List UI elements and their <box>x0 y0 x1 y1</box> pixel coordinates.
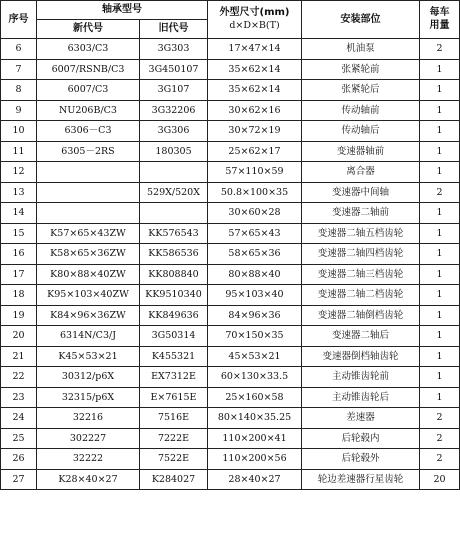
cell-dims: 80×140×35.25 <box>208 408 302 429</box>
cell-qty: 1 <box>420 244 460 265</box>
table-body <box>1 39 460 490</box>
cell-new-code: K58×65×36ZW <box>37 244 140 265</box>
cell-seq: 22 <box>1 367 37 388</box>
cell-old-code: 3G107 <box>140 80 208 101</box>
cell-dims: 80×88×40 <box>208 264 302 285</box>
cell-old-code: 3G32206 <box>140 100 208 121</box>
cell-seq: 24 <box>1 408 37 429</box>
cell-location: 张紧轮后 <box>302 80 420 101</box>
cell-new-code: 6007/RSNB/C3 <box>37 59 140 80</box>
cell-qty: 1 <box>420 162 460 183</box>
cell-new-code: K45×53×21 <box>37 346 140 367</box>
cell-dims: 110×200×41 <box>208 428 302 449</box>
cell-location: 主动锥齿轮前 <box>302 367 420 388</box>
cell-seq: 8 <box>1 80 37 101</box>
cell-qty: 1 <box>420 367 460 388</box>
table-row <box>1 264 460 285</box>
table-row <box>1 121 460 142</box>
cell-location: 变速器中间轴 <box>302 182 420 203</box>
cell-new-code: 32315/p6X <box>37 387 140 408</box>
header-dims <box>208 1 302 39</box>
cell-dims: 17×47×14 <box>208 39 302 60</box>
table-row <box>1 182 460 203</box>
cell-seq: 7 <box>1 59 37 80</box>
cell-qty: 1 <box>420 121 460 142</box>
table-row <box>1 285 460 306</box>
cell-old-code: 3G303 <box>140 39 208 60</box>
cell-qty: 1 <box>420 264 460 285</box>
header-location: 安装部位 <box>302 1 420 39</box>
cell-qty: 1 <box>420 387 460 408</box>
cell-qty: 2 <box>420 182 460 203</box>
header-qty-line1: 每车 <box>429 7 450 18</box>
cell-seq: 10 <box>1 121 37 142</box>
cell-location: 后轮毂内 <box>302 428 420 449</box>
cell-seq: 17 <box>1 264 37 285</box>
table-row <box>1 100 460 121</box>
cell-old-code: 3G306 <box>140 121 208 142</box>
cell-dims: 35×62×14 <box>208 59 302 80</box>
cell-location: 变速器二轴倒档齿轮 <box>302 305 420 326</box>
table-row <box>1 326 460 347</box>
cell-dims: 110×200×56 <box>208 449 302 470</box>
cell-new-code: K84×96×36ZW <box>37 305 140 326</box>
cell-location: 主动锥齿轮后 <box>302 387 420 408</box>
cell-new-code: 6303/C3 <box>37 39 140 60</box>
cell-qty: 2 <box>420 39 460 60</box>
cell-old-code: EX7312E <box>140 367 208 388</box>
cell-seq: 23 <box>1 387 37 408</box>
cell-seq: 9 <box>1 100 37 121</box>
table-row <box>1 80 460 101</box>
cell-old-code: 180305 <box>140 141 208 162</box>
cell-old-code: K284027 <box>140 469 208 490</box>
header-bearing-model: 轴承型号 <box>37 1 208 20</box>
cell-new-code: K28×40×27 <box>37 469 140 490</box>
cell-seq: 14 <box>1 203 37 224</box>
cell-qty: 1 <box>420 203 460 224</box>
header-seq: 序号 <box>1 1 37 39</box>
cell-dims: 28×40×27 <box>208 469 302 490</box>
cell-qty: 1 <box>420 223 460 244</box>
cell-seq: 12 <box>1 162 37 183</box>
cell-old-code: 3G450107 <box>140 59 208 80</box>
cell-old-code <box>140 203 208 224</box>
cell-seq: 26 <box>1 449 37 470</box>
table-row <box>1 162 460 183</box>
table-row <box>1 346 460 367</box>
cell-dims: 30×62×16 <box>208 100 302 121</box>
table-row <box>1 305 460 326</box>
cell-qty: 1 <box>420 285 460 306</box>
cell-location: 机油泵 <box>302 39 420 60</box>
table-row <box>1 141 460 162</box>
cell-new-code <box>37 162 140 183</box>
cell-qty: 1 <box>420 141 460 162</box>
cell-new-code: 6314N/C3/J <box>37 326 140 347</box>
cell-location: 传动轴前 <box>302 100 420 121</box>
cell-old-code: 3G50314 <box>140 326 208 347</box>
cell-qty: 1 <box>420 326 460 347</box>
cell-qty: 1 <box>420 346 460 367</box>
cell-seq: 15 <box>1 223 37 244</box>
cell-location: 变速器二轴二档齿轮 <box>302 285 420 306</box>
cell-location: 变速器轴前 <box>302 141 420 162</box>
cell-dims: 95×103×40 <box>208 285 302 306</box>
table-row <box>1 244 460 265</box>
cell-qty: 1 <box>420 100 460 121</box>
cell-dims: 25×62×17 <box>208 141 302 162</box>
cell-location: 离合器 <box>302 162 420 183</box>
cell-seq: 21 <box>1 346 37 367</box>
cell-old-code: 529X/520X <box>140 182 208 203</box>
cell-location: 差速器 <box>302 408 420 429</box>
cell-location: 变速器倒档轴齿轮 <box>302 346 420 367</box>
cell-old-code: KK849636 <box>140 305 208 326</box>
cell-location: 轮边差速器行星齿轮 <box>302 469 420 490</box>
cell-old-code: KK808840 <box>140 264 208 285</box>
cell-new-code: K57×65×43ZW <box>37 223 140 244</box>
cell-qty: 2 <box>420 408 460 429</box>
cell-location: 张紧轮前 <box>302 59 420 80</box>
cell-location: 变速器二轴五档齿轮 <box>302 223 420 244</box>
cell-dims: 60×130×33.5 <box>208 367 302 388</box>
header-dims-title: 外型尺寸(mm) <box>219 7 290 19</box>
cell-seq: 13 <box>1 182 37 203</box>
cell-seq: 16 <box>1 244 37 265</box>
cell-new-code: K95×103×40ZW <box>37 285 140 306</box>
cell-location: 变速器二轴四档齿轮 <box>302 244 420 265</box>
cell-dims: 30×72×19 <box>208 121 302 142</box>
cell-dims: 58×65×36 <box>208 244 302 265</box>
cell-location: 变速器二轴三档齿轮 <box>302 264 420 285</box>
cell-dims: 35×62×14 <box>208 80 302 101</box>
cell-seq: 20 <box>1 326 37 347</box>
cell-new-code: 30312/p6X <box>37 367 140 388</box>
cell-location: 变速器二轴前 <box>302 203 420 224</box>
cell-location: 变速器二轴后 <box>302 326 420 347</box>
table-row <box>1 387 460 408</box>
cell-dims: 50.8×100×35 <box>208 182 302 203</box>
table-row <box>1 428 460 449</box>
cell-seq: 19 <box>1 305 37 326</box>
cell-qty: 2 <box>420 428 460 449</box>
cell-new-code: 32222 <box>37 449 140 470</box>
table-row <box>1 408 460 429</box>
cell-seq: 11 <box>1 141 37 162</box>
table-row <box>1 203 460 224</box>
cell-qty: 1 <box>420 59 460 80</box>
cell-qty: 2 <box>420 449 460 470</box>
cell-old-code: 7516E <box>140 408 208 429</box>
table-row <box>1 449 460 470</box>
cell-dims: 45×53×21 <box>208 346 302 367</box>
cell-old-code: KK576543 <box>140 223 208 244</box>
header-old-code: 旧代号 <box>140 20 208 39</box>
cell-dims: 57×110×59 <box>208 162 302 183</box>
cell-location: 传动轴后 <box>302 121 420 142</box>
table-row <box>1 469 460 490</box>
header-new-code: 新代号 <box>37 20 140 39</box>
cell-old-code: 7522E <box>140 449 208 470</box>
cell-seq: 27 <box>1 469 37 490</box>
cell-new-code: 6306－C3 <box>37 121 140 142</box>
cell-new-code: K80×88×40ZW <box>37 264 140 285</box>
table-row <box>1 39 460 60</box>
cell-old-code: KK586536 <box>140 244 208 265</box>
cell-qty: 20 <box>420 469 460 490</box>
cell-dims: 30×60×28 <box>208 203 302 224</box>
cell-new-code <box>37 203 140 224</box>
cell-old-code: E×7615E <box>140 387 208 408</box>
table-row <box>1 59 460 80</box>
header-dims-formula: d×D×B(T) <box>229 20 280 32</box>
cell-new-code: 32216 <box>37 408 140 429</box>
cell-seq: 18 <box>1 285 37 306</box>
cell-dims: 84×96×36 <box>208 305 302 326</box>
cell-dims: 70×150×35 <box>208 326 302 347</box>
cell-dims: 25×160×58 <box>208 387 302 408</box>
cell-old-code: 7222E <box>140 428 208 449</box>
cell-new-code: 6305－2RS <box>37 141 140 162</box>
cell-location: 后轮毂外 <box>302 449 420 470</box>
cell-old-code <box>140 162 208 183</box>
cell-old-code: K455321 <box>140 346 208 367</box>
table-row <box>1 367 460 388</box>
cell-qty: 1 <box>420 305 460 326</box>
cell-dims: 57×65×43 <box>208 223 302 244</box>
cell-new-code: 302227 <box>37 428 140 449</box>
cell-new-code: NU206B/C3 <box>37 100 140 121</box>
header-qty <box>420 1 460 39</box>
cell-qty: 1 <box>420 80 460 101</box>
cell-seq: 25 <box>1 428 37 449</box>
cell-old-code: KK9510340 <box>140 285 208 306</box>
header-qty-line2: 用量 <box>429 20 450 31</box>
cell-seq: 6 <box>1 39 37 60</box>
cell-new-code <box>37 182 140 203</box>
table-row <box>1 223 460 244</box>
cell-new-code: 6007/C3 <box>37 80 140 101</box>
